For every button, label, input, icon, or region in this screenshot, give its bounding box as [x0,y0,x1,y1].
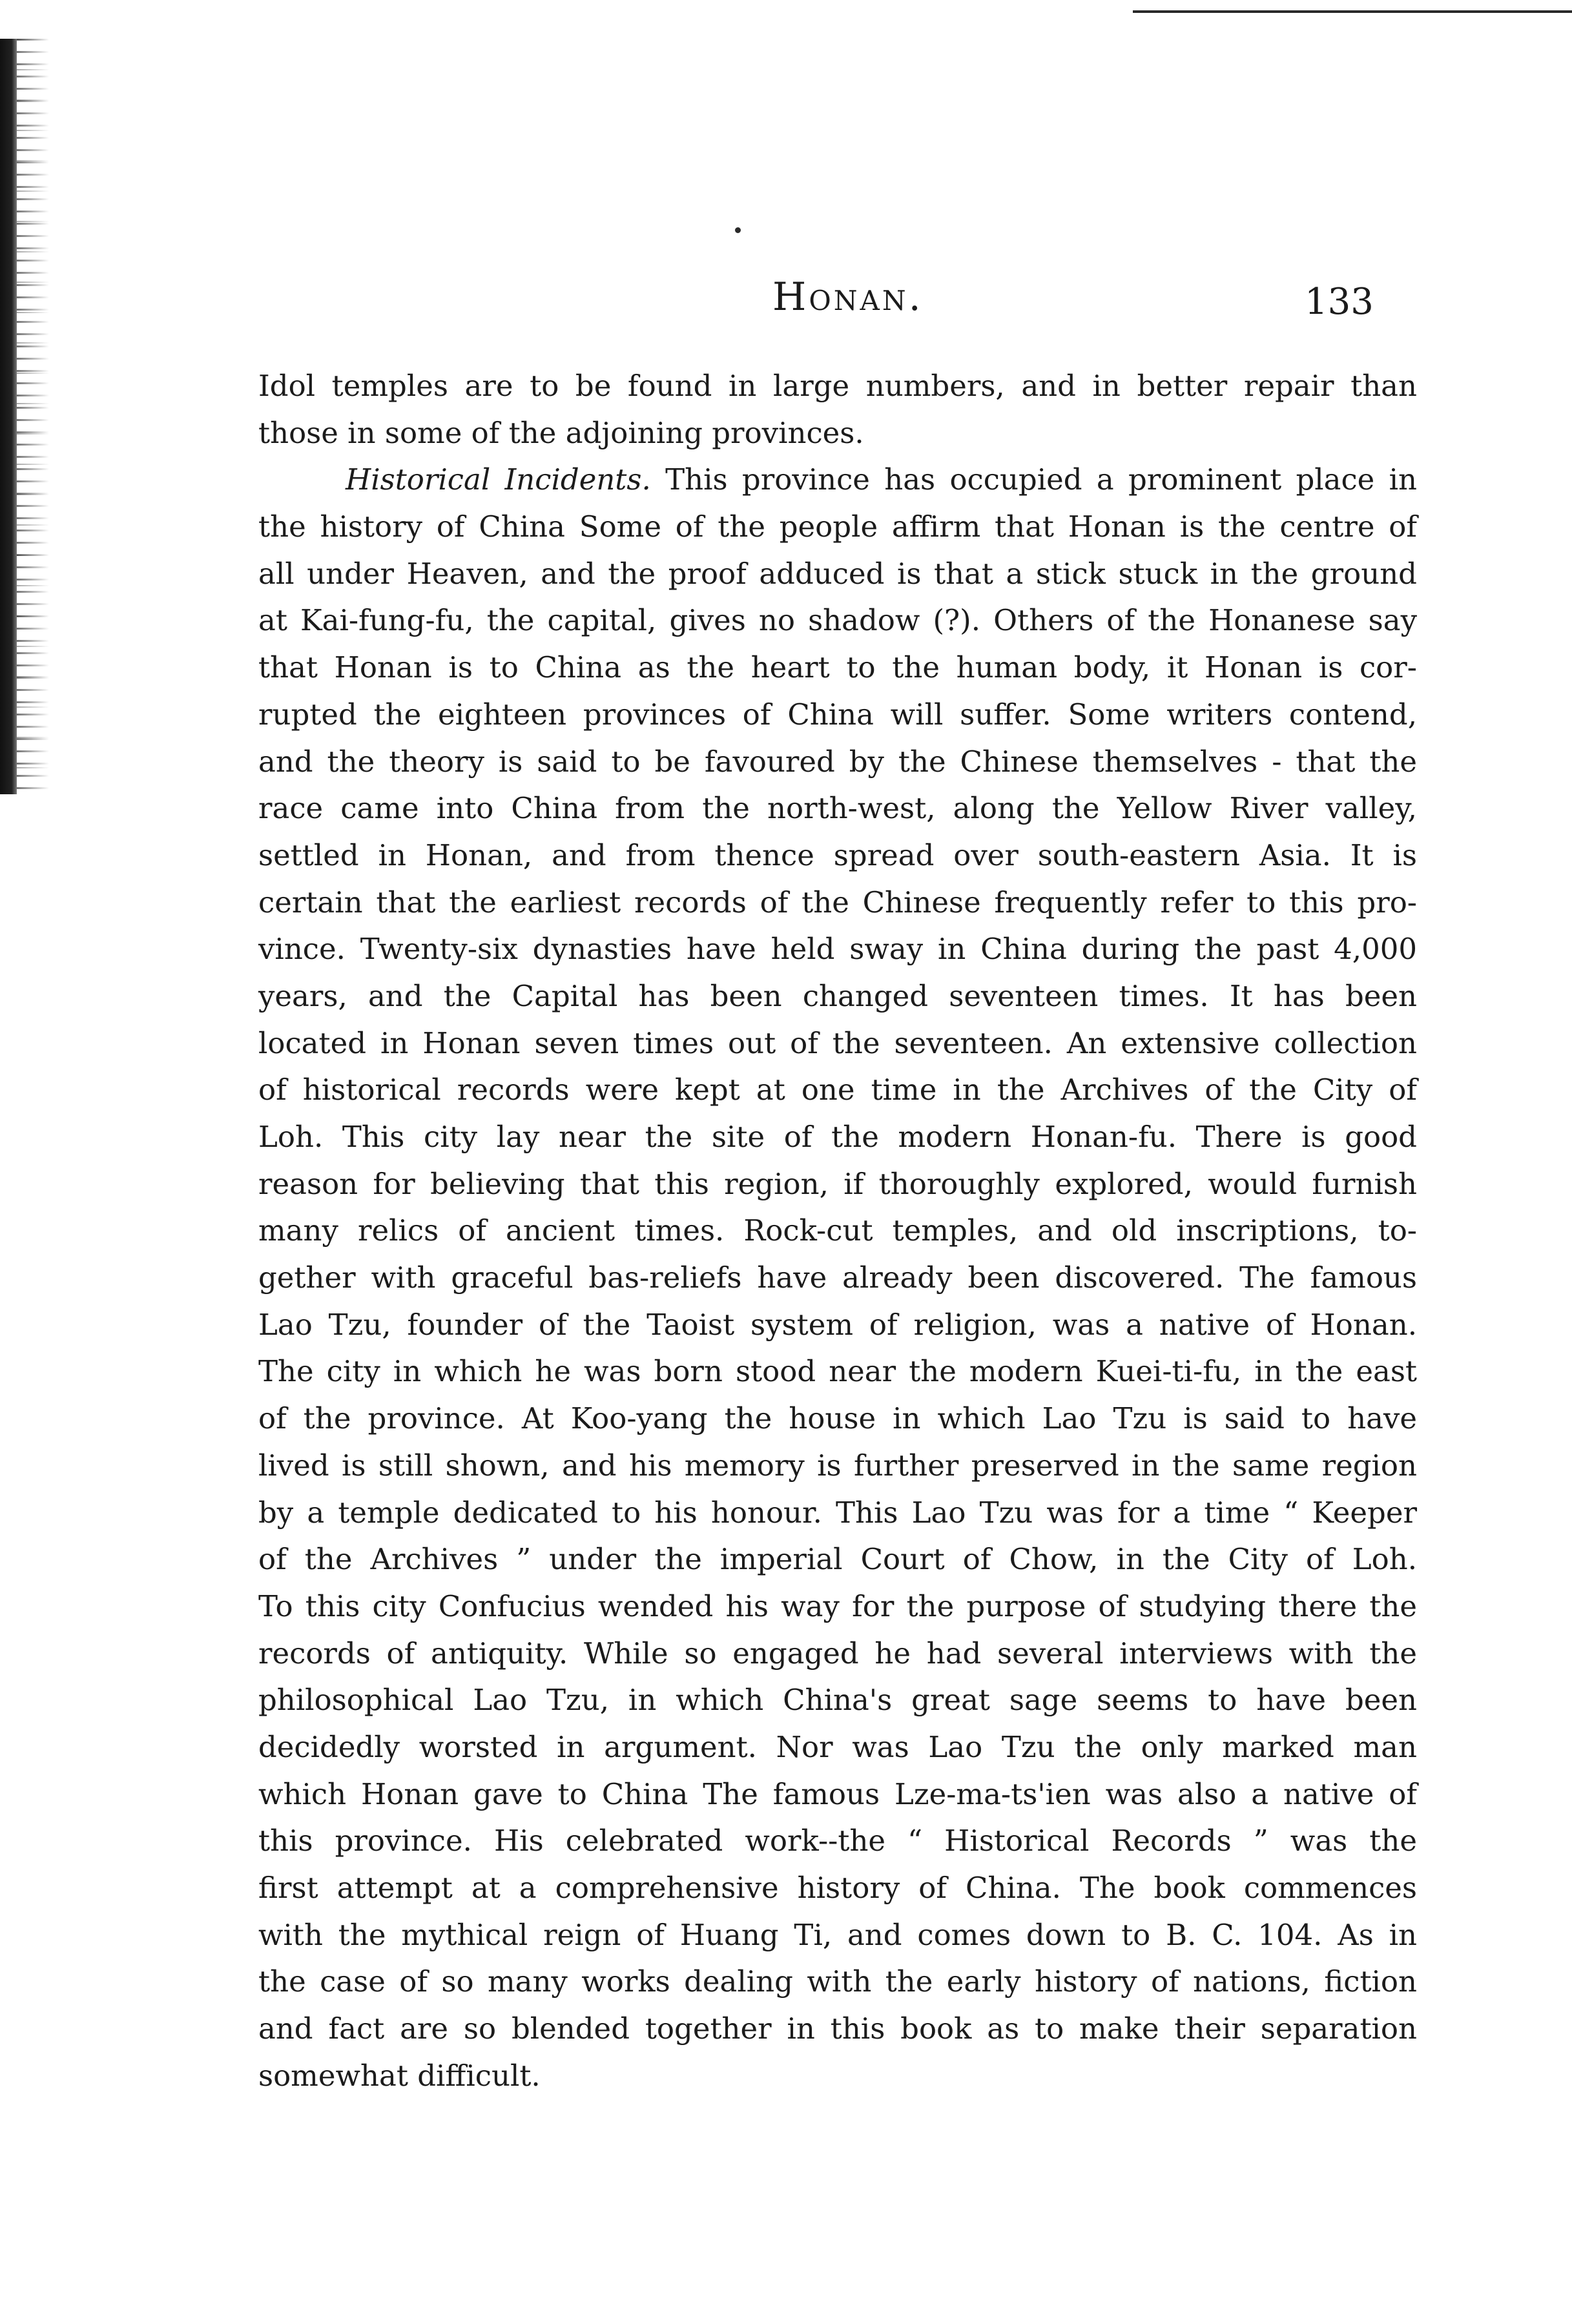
running-title: Honan. [772,274,924,320]
text-line: philosophical Lao Tzu, in which China's great sage seems to have been [258,1683,1417,1718]
section-heading: Historical Incidents. [346,462,651,497]
text-line: The city in which he was born stood near the modern Kuei-ti-fu, in the east [258,1354,1417,1389]
text-line: lived is still shown, and his memory is further preserved in the same region [258,1448,1417,1483]
text-line: Loh. This city lay near the site of the modern Honan-fu. There is good [258,1120,1417,1154]
ink-dot [735,227,741,233]
text-line: somewhat difficult. [258,2058,541,2093]
page-number: 133 [1305,281,1374,323]
text-line: all under Heaven, and the proof adduced is that a stick stuck in the ground [258,556,1417,591]
text-line: decidedly worsted in argument. Nor was Lao Tzu the only marked man [258,1729,1417,1764]
text-line: many relics of ancient times. Rock-cut temples, and old inscriptions, to- [258,1213,1417,1248]
text-line: race came into China from the north-west, along the Yellow River valley, [258,791,1417,826]
top-rule [1133,10,1572,13]
text-line: of historical records were kept at one time in the Archives of the City of [258,1073,1417,1107]
text-line: Lao Tzu, founder of the Taoist system of religion, was a native of Honan. [258,1307,1417,1342]
text-line: years, and the Capital has been changed seventeen times. It has been [258,978,1417,1013]
text-line: that Honan is to China as the heart to the human body, it Honan is cor- [258,650,1417,685]
text-line: vince. Twenty-six dynasties have held sway in China during the past 4,000 [258,932,1417,967]
text-line: those in some of the adjoining provinces. [258,415,864,450]
text-line: with the mythical reign of Huang Ti, and comes down to B. C. 104. As in [258,1917,1417,1952]
text-line: To this city Confucius wended his way for the purpose of studying there the [258,1589,1417,1623]
text-line: gether with graceful bas-reliefs have already been discovered. The famous [258,1260,1417,1295]
binding-edge [0,39,17,794]
text-line: which Honan gave to China The famous Lze-ma-ts'ien was also a native of [258,1776,1417,1811]
text-line: this province. His celebrated work--the “ Historical Records ” was the [258,1824,1417,1858]
text-line: at Kai-fung-fu, the capital, gives no shadow (?). Others of the Honanese say [258,603,1417,638]
text-line: the case of so many works dealing with the early history of nations, fiction [258,1964,1417,1999]
text-line: reason for believing that this region, if thoroughly explored, would furnish [258,1166,1417,1201]
text-line: settled in Honan, and from thence spread over south-eastern Asia. It is [258,838,1417,872]
text-line: of the Archives ” under the imperial Court of Chow, in the City of Loh. [258,1542,1417,1577]
section-first-line: This province has occupied a prominent place in [665,462,1417,497]
text-line: of the province. At Koo-yang the house in which Lao Tzu is said to have [258,1401,1417,1436]
binding-specks [17,39,49,794]
text-line: certain that the earliest records of the Chinese frequently refer to this pro- [258,885,1417,920]
text-line: the history of China Some of the people affirm that Honan is the centre of [258,509,1417,544]
text-line: and fact are so blended together in this book as to make their separation [258,2011,1417,2046]
text-line: Idol temples are to be found in large numbers, and in better repair than [258,369,1417,403]
section-line [258,457,1417,504]
text-line: first attempt at a comprehensive history of China. The book commences [258,1871,1417,1905]
text-line: records of antiquity. While so engaged he had several interviews with the [258,1636,1417,1671]
text-line: by a temple dedicated to his honour. This Lao Tzu was for a time “ Keeper [258,1495,1417,1530]
text-line: rupted the eighteen provinces of China will suffer. Some writers contend, [258,697,1417,732]
text-line: located in Honan seven times out of the seventeen. An extensive collection [258,1025,1417,1060]
body-text [258,363,1417,2099]
text-line: and the theory is said to be favoured by the Chinese themselves - that the [258,744,1417,779]
